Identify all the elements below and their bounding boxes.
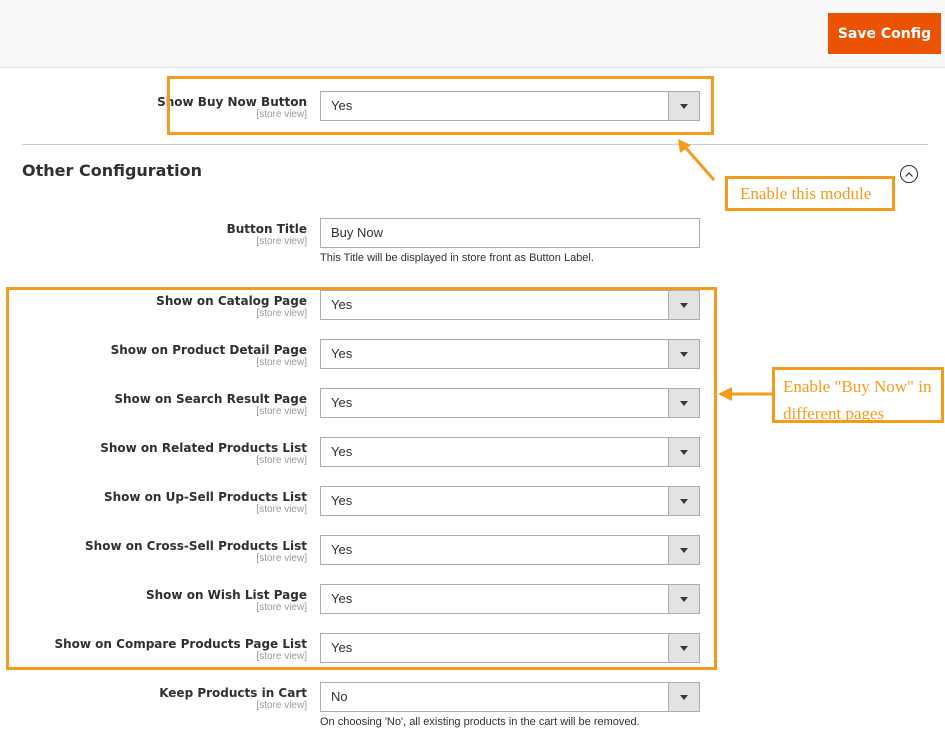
field-scope: [store view] [256, 357, 307, 368]
field-scope: [store view] [256, 109, 307, 120]
select-value: Yes [331, 542, 353, 557]
field-scope: [store view] [256, 651, 307, 662]
collapse-section-icon[interactable] [900, 165, 918, 183]
annotation-text: Enable this module [740, 184, 872, 203]
field-label [159, 686, 307, 712]
field-label [227, 222, 307, 248]
select-value: Yes [331, 297, 353, 312]
field-label-title: Show on Cross-Sell Products List [85, 539, 307, 553]
field-scope: [store view] [256, 308, 307, 319]
field-label-title: Keep Products in Cart [159, 686, 307, 700]
select-value: No [331, 689, 348, 704]
annotation-enable-module [725, 176, 895, 211]
chevron-down-icon[interactable] [668, 683, 699, 711]
field-label-title: Show on Wish List Page [146, 588, 307, 602]
field-scope: [store view] [256, 700, 307, 711]
page-actions-bar [0, 0, 945, 68]
select-value: Yes [331, 493, 353, 508]
annotation-text-line2: different pages [783, 404, 885, 423]
select-value: Yes [331, 346, 353, 361]
field-scope: [store view] [256, 602, 307, 613]
keep-products-in-cart-select[interactable] [320, 682, 700, 712]
annotation-text-line1: Enable "Buy Now" in [783, 377, 932, 396]
field-label-title: Show on Up-Sell Products List [103, 490, 307, 504]
field-scope: [store view] [256, 236, 307, 247]
field-label-title: Show on Search Result Page [114, 392, 307, 406]
select-value: Yes [331, 444, 353, 459]
select-value: Yes [331, 395, 353, 410]
field-label-title: Show on Related Products List [100, 441, 307, 455]
field-scope: [store view] [256, 553, 307, 564]
field-note: On choosing 'No', all existing products in the cart will be removed. [320, 716, 640, 728]
field-note: This Title will be displayed in store front as Button Label. [320, 252, 594, 264]
field-scope: [store view] [256, 406, 307, 417]
select-value: Yes [331, 591, 353, 606]
field-label-title: Show on Catalog Page [156, 294, 307, 308]
section-title[interactable]: Other Configuration [22, 161, 202, 180]
section-divider [22, 144, 928, 145]
field-label-title: Button Title [226, 222, 307, 236]
keep-products-in-cart-row [0, 682, 945, 728]
button-title-row [0, 218, 945, 264]
annotation-enable-pages [772, 367, 944, 423]
field-label-title: Show Buy Now Button [157, 95, 307, 109]
arrow-to-module-icon [678, 139, 714, 180]
field-label-title: Show on Compare Products Page List [54, 637, 307, 651]
input-value: Buy Now [331, 225, 384, 240]
select-value: Yes [331, 640, 353, 655]
field-label-title: Show on Product Detail Page [110, 343, 307, 357]
highlight-box-pages [6, 287, 717, 670]
save-config-button[interactable]: Save Config [828, 13, 941, 54]
highlight-box-module [167, 76, 714, 135]
field-scope: [store view] [256, 504, 307, 515]
button-title-input[interactable] [320, 218, 700, 248]
select-value: Yes [331, 98, 353, 113]
field-scope: [store view] [256, 455, 307, 466]
